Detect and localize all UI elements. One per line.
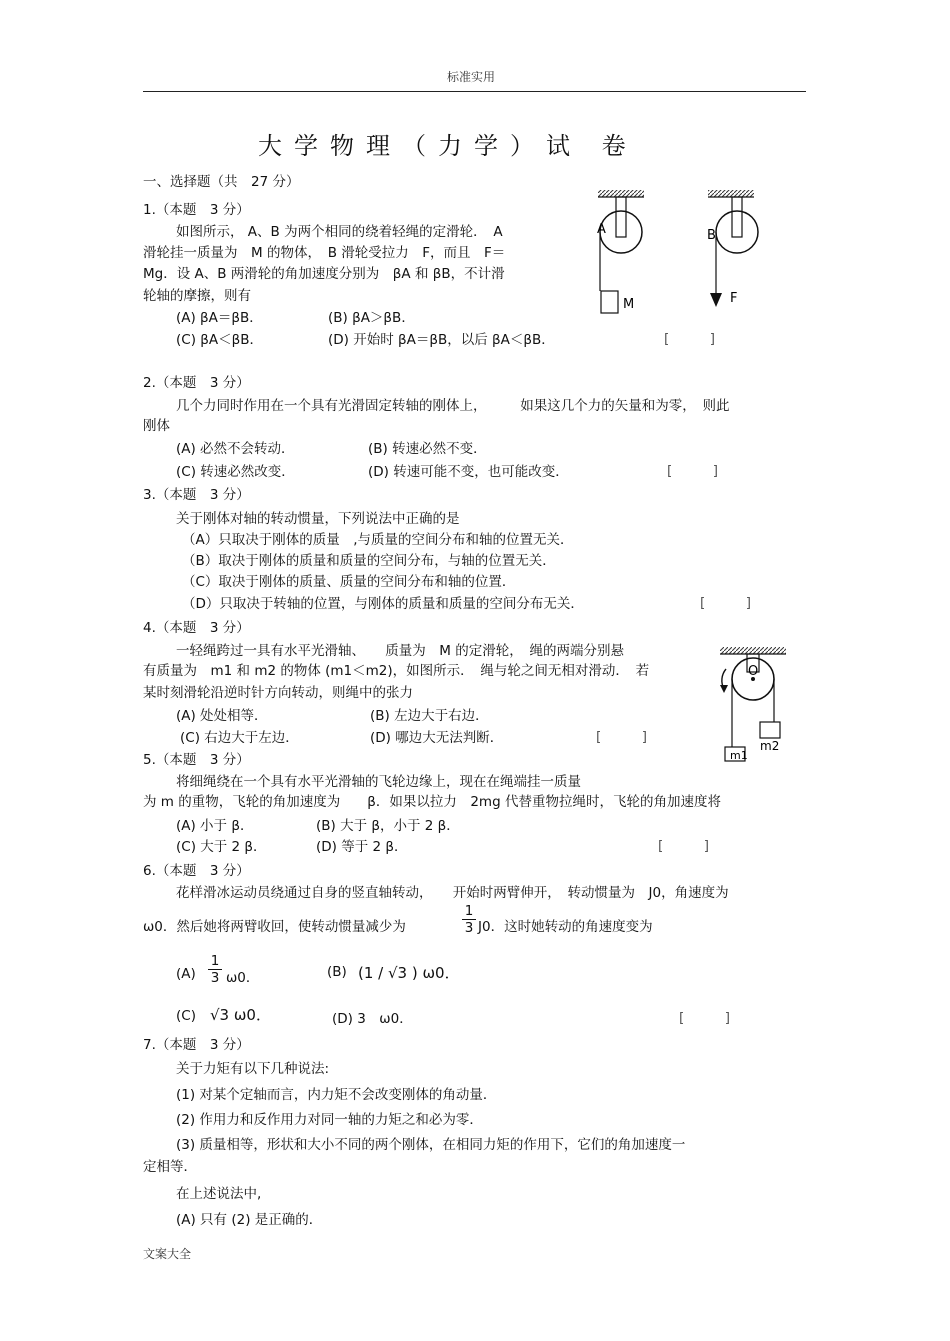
q4-text: 一轻绳跨过一具有水平光滑轴、 质量为 M 的定滑轮， 绳的两端分别悬 xyxy=(176,643,624,659)
q3-option-a: （A）只取决于刚体的质量 ,与质量的空间分布和轴的位置无关． xyxy=(182,532,574,548)
q2-option-c: (C) 转速必然改变． xyxy=(176,464,295,480)
q5-option-d: (D) 等于 2 β． xyxy=(316,839,408,855)
q5-heading: 5.（本题 3 分） xyxy=(143,752,250,768)
q6-option-a-tail: ω0． xyxy=(226,970,260,986)
q7-text: 关于力矩有以下几种说法: xyxy=(176,1061,330,1077)
label-f: F xyxy=(730,291,738,306)
q6-option-d: (D) 3 ω0． xyxy=(332,1011,413,1027)
q1-text: 轮轴的摩擦，则有 xyxy=(143,288,251,304)
q4-answer-bracket: [ ] xyxy=(596,729,648,745)
q1-option-c: (C) βA＜βB． xyxy=(176,332,263,348)
mass-m2-box xyxy=(760,722,780,738)
ceiling-hatch xyxy=(720,647,786,654)
mass-m-box xyxy=(601,291,618,313)
q4-pulley-figure xyxy=(712,643,792,768)
section-heading: 一、选择题（共 27 分） xyxy=(143,174,300,190)
q3-option-d: （D）只取决于转轴的位置，与刚体的质量和质量的空间分布无关． xyxy=(182,596,584,612)
page-header: 标准实用 xyxy=(447,70,496,84)
pulley-a xyxy=(600,211,642,253)
pulley-b xyxy=(716,211,758,253)
q5-option-c: (C) 大于 2 β． xyxy=(176,839,267,855)
q5-answer-bracket: [ ] xyxy=(658,838,710,854)
q5-text: 将细绳绕在一个具有水平光滑轴的飞轮边缘上，现在在绳端挂一质量 xyxy=(176,774,581,790)
q7-statement-2: (2) 作用力和反作用力对同一轴的力矩之和必为零． xyxy=(176,1112,483,1128)
q1-answer-bracket: [ ] xyxy=(664,331,716,347)
q3-text: 关于刚体对轴的转动惯量，下列说法中正确的是 xyxy=(176,511,460,527)
q2-text: 几个力同时作用在一个具有光滑固定转轴的刚体上， 如果这几个力的矢量和为零， 则此 xyxy=(176,398,730,414)
q1-text: 滑轮挂一质量为 M 的物体， B 滑轮受拉力 F，而且 F＝ xyxy=(143,245,506,261)
q2-answer-bracket: [ ] xyxy=(667,463,719,479)
q7-heading: 7.（本题 3 分） xyxy=(143,1037,250,1053)
q7-option-a: (A) 只有 (2) 是正确的． xyxy=(176,1212,323,1228)
label-b: B xyxy=(707,228,716,243)
q1-pulley-figure xyxy=(590,185,770,325)
label-m2: m2 xyxy=(760,739,780,753)
q6-option-b-label: (B) xyxy=(327,964,347,980)
q3-option-b: （B）取决于刚体的质量和质量的空间分布，与轴的位置无关． xyxy=(182,553,556,569)
q2-option-a: (A) 必然不会转动． xyxy=(176,441,295,457)
q4-text: 某时刻滑轮沿逆时针方向转动，则绳中的张力 xyxy=(143,685,413,701)
q2-text: 刚体 xyxy=(143,418,170,434)
fraction-numerator: 1 xyxy=(464,903,474,919)
q6-text: J0．这时她转动的角速度变为 xyxy=(478,919,653,935)
q2-option-d: (D) 转速可能不变，也可能改变． xyxy=(368,464,569,480)
header-rule xyxy=(143,91,806,92)
q6-heading: 6.（本题 3 分） xyxy=(143,863,250,879)
fraction-numerator: 1 xyxy=(210,953,220,969)
q4-text: 有质量为 m1 和 m2 的物体 (m1＜m2)，如图所示． 绳与轮之间无相对滑动． 若 xyxy=(143,663,650,679)
q7-statement-3-cont: 定相等． xyxy=(143,1159,197,1175)
fraction-denominator: 3 xyxy=(208,969,222,986)
q4-option-a: (A) 处处相等． xyxy=(176,708,268,724)
q1-heading: 1.（本题 3 分） xyxy=(143,202,250,218)
q1-text: 如图所示， A、B 为两个相同的绕着轻绳的定滑轮． A xyxy=(176,224,503,240)
q1-option-a: (A) βA＝βB． xyxy=(176,310,263,326)
force-arrow-icon xyxy=(710,293,722,307)
q7-text: 在上述说法中, xyxy=(176,1186,262,1202)
page-footer: 文案大全 xyxy=(143,1247,192,1261)
q5-text: 为 m 的重物，飞轮的角加速度为 β．如果以拉力 2mg 代替重物拉绳时，飞轮的角加速度将 xyxy=(143,794,721,810)
q3-answer-bracket: [ ] xyxy=(700,595,752,611)
q6-answer-bracket: [ ] xyxy=(679,1010,731,1026)
q3-heading: 3.（本题 3 分） xyxy=(143,487,250,503)
q5-option-b: (B) 大于 β，小于 2 β． xyxy=(316,818,460,834)
ceiling-hatch xyxy=(708,190,754,197)
q3-option-c: （C）取决于刚体的质量、质量的空间分布和轴的位置． xyxy=(182,574,516,590)
q6-text: ω0．然后她将两臂收回，使转动惯量减少为 xyxy=(143,919,406,935)
q2-option-b: (B) 转速必然不变． xyxy=(368,441,487,457)
q5-option-a: (A) 小于 β． xyxy=(176,818,254,834)
q4-option-d: (D) 哪边大无法判断． xyxy=(370,730,504,746)
q6-option-b: (1 / √3 ) ω0． xyxy=(358,964,460,982)
q6-option-c: √3 ω0． xyxy=(210,1006,271,1024)
q6-text: 花样滑冰运动员绕通过自身的竖直轴转动， 开始时两臂伸开， 转动惯量为 J0，角速度为 xyxy=(176,885,729,901)
fraction-denominator: 3 xyxy=(462,919,476,936)
q6-fraction xyxy=(462,903,476,936)
q1-text: Mg．设 A、B 两滑轮的角加速度分别为 βA 和 βB，不计滑 xyxy=(143,266,505,282)
q6-option-c-label: (C) xyxy=(176,1008,196,1024)
q1-option-d: (D) 开始时 βA＝βB，以后 βA＜βB． xyxy=(328,332,555,348)
q4-heading: 4.（本题 3 分） xyxy=(143,620,250,636)
q2-heading: 2.（本题 3 分） xyxy=(143,375,250,391)
q4-option-b: (B) 左边大于右边． xyxy=(370,708,489,724)
label-o: O xyxy=(748,664,759,679)
q6-option-a-fraction xyxy=(208,953,222,986)
q4-option-c: (C) 右边大于左边． xyxy=(180,730,299,746)
q7-statement-1: (1) 对某个定轴而言，内力矩不会改变刚体的角动量． xyxy=(176,1087,497,1103)
label-a: A xyxy=(597,222,606,237)
q6-option-a-label: (A) xyxy=(176,966,196,982)
label-m1: m1 xyxy=(730,749,748,762)
q1-option-b: (B) βA＞βB． xyxy=(328,310,415,326)
page-title: 大学物理（力学）试 卷 xyxy=(258,132,638,160)
ceiling-hatch xyxy=(598,190,644,197)
q7-statement-3: (3) 质量相等，形状和大小不同的两个刚体，在相同力矩的作用下，它们的角加速度一 xyxy=(176,1137,686,1153)
label-m: M xyxy=(623,297,635,312)
